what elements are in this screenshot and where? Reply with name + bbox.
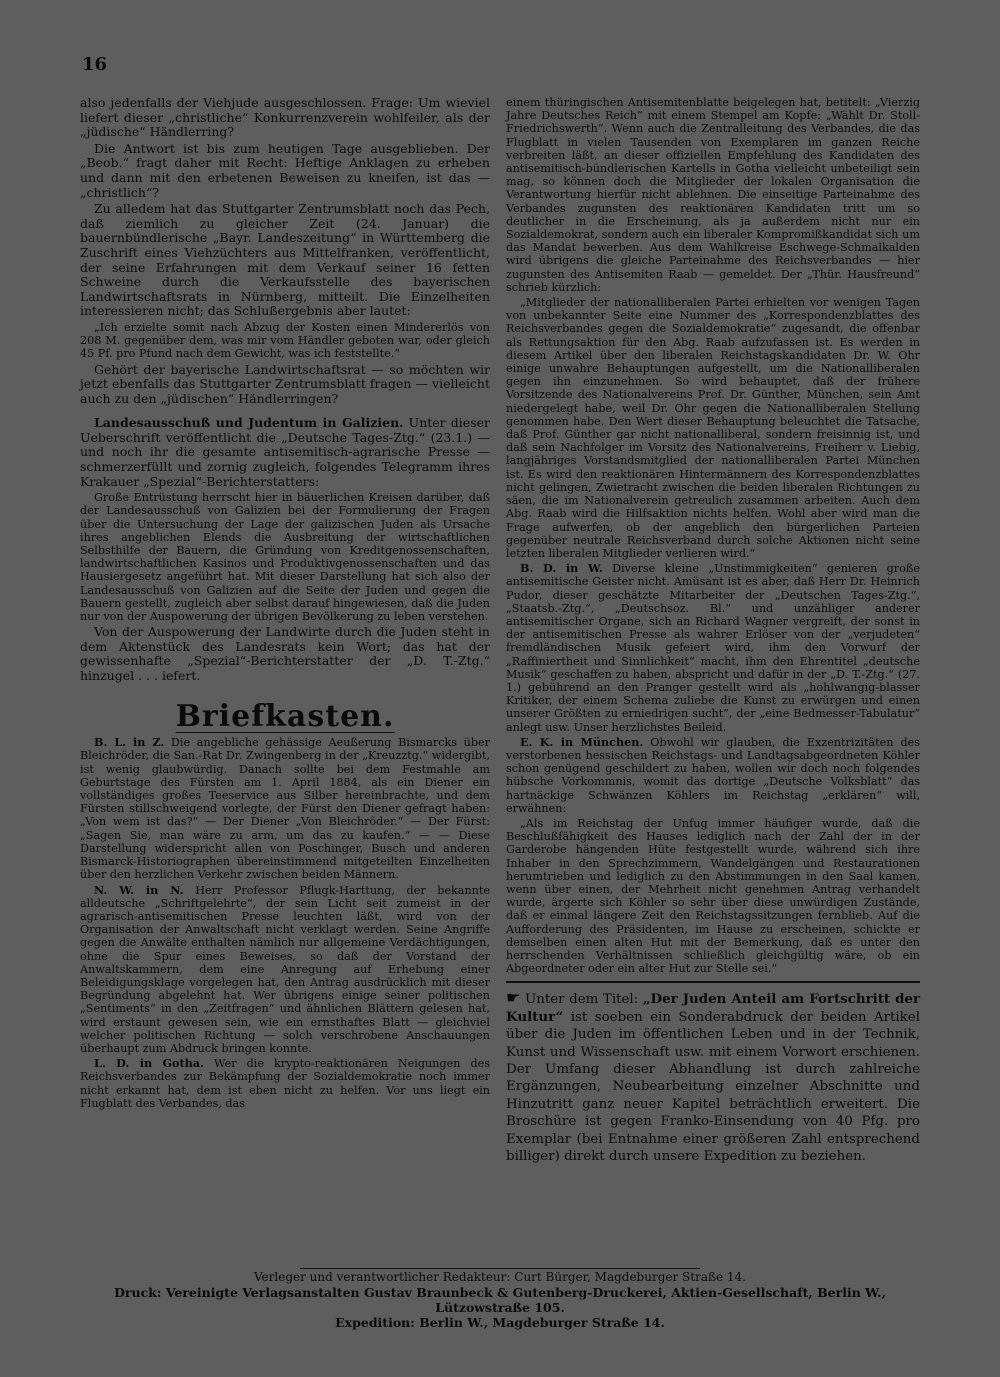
publication-notice — [506, 981, 920, 1165]
paragraph: Gehört der bayerische Landwirtschaftsrat — so möchten wir jetzt ebenfalls das Stuttgarter Zentrumsblatt fragen — vielleicht auch zu den „jüdischen“ Händlerringen? — [80, 361, 490, 406]
imprint-footer — [80, 1270, 920, 1330]
letter-entry — [506, 562, 920, 734]
quote-paragraph: „Ich erzielte somit nach Abzug der Kosten einen Mindererlös von 208 M. gegenüber dem, was mir vom Händler geboten war, oder gleich 45 Pf. pro Pfund nach dem Gewicht, was ich feststellte.“ — [80, 320, 490, 361]
letter-entry — [80, 1057, 490, 1110]
letter-recipient: B. L. in Z. — [94, 735, 165, 750]
imprint-printer: Druck: Vereinigte Verlagsanstalten Gustav Braunbeck & Gutenberg-Druckerei, Aktien-Gesellschaft, Berlin W., Lützowstraße 105. — [114, 1285, 886, 1315]
right-column — [506, 96, 920, 1165]
article-title: Landesausschuß und Judentum in Galizien. — [94, 415, 404, 431]
quote-paragraph: „Als im Reichstag der Unfug immer häufiger wurde, daß die Beschlußfähigkeit des Hauses lediglich nach der Zahl der in der Garderobe hängenden Hüte festgestellt wurde, während sich ihre Inhaber in den Sprechzimmern, Wandelgängen und Restaurationen herumtrieben und lediglich zu den Abstimmungen in den Saal kamen, wenn über einen, der Mehrheit nicht genehmen Antrag verhandelt wurde, ärgerte sich Köhler so sehr über diese unwürdigen Zustände, daß er einmal längere Zeit den Reichstagssitzungen fernblieb. Auf die Aufforderung des Präsidenten, im Hause zu erscheinen, schickte er demselben einen alten Hut mit der Bemerkung, daß es unter den herrschenden Verhältnissen schließlich gleichgültig wäre, ob ein Abgeordneter oder ein alter Hut zur Stelle sei.“ — [506, 816, 920, 976]
letter-entry — [506, 736, 920, 815]
paragraph: Zu alledem hat das Stuttgarter Zentrumsblatt noch das Pech, daß ziemlich zu gleicher Zeit (24. Januar) die bauernbündlerische „Bayr. Landeszeitung“ in Württemberg die Zuschrift eines Viehzüchters aus Mittelfranken, veröffentlicht, der seine Erfahrungen mit dem Verkauf seiner 16 fetten Schweine durch die Verkaufsstelle des bayerischen Landwirtschaftsrats in Nürnberg, mitteilt. Die Einzelheiten interessieren nicht; das Schlußergebnis aber lautet: — [80, 201, 490, 319]
letter-text: Diverse kleine „Unstimmigkeiten“ genieren große antisemitische Geister nicht. Amüsant ist es aber, daß Herr Dr. Heinrich Pudor, dieser geschätzte Mitarbeiter der „Deutschen Tages-Ztg.“, „Staatsb.-Ztg.“, „Deutschsoz. Bl.“ und unzähliger anderer antisemitischer Organe, sich an Richard Wagner vergreift, der sonst in der antisemitischen Presse als wahrer Erlöser von der „verjudeten“ fremdländischen Musik gefeiert wird, ihm den Vorwurf der „Raffiniertheit und Sinnlichkeit“ macht, ihm den Ehrentitel „deutsche Musik“ geschaffen zu haben, abspricht und dafür in der „D. T.-Ztg.“ (27. 1.) gebührend an den Pranger gestellt wird als „hohlwangig-blasser Kritiker, der einem Schema zuliebe die Kunst zu erwürgen und einen unserer Größten zu erniedrigen sucht“, der „eine Bedmesser-Tabulatur“ anlegt usw. Unser herzlichstes Beileid. — [506, 562, 920, 734]
article-text: Unter dieser Ueberschrift veröffentlicht die „Deutsche Tages-Ztg.“ (23.1.) — und noch ihr die gesamte antisemitisch-agrarische Presse — schmerzerfüllt und zornig zugleich, folgendes Telegramm ihres Krakauer „Spezial“-Berichterstatters: — [80, 415, 490, 489]
telegram-paragraph: Große Entrüstung herrscht hier in bäuerlichen Kreisen darüber, daß der Landesausschuß von Galizien bei der Formulierung der Fragen über die Untersuchung der Lage der galizischen Juden als Ursache ihres angeblichen Elends die Ausbreitung der wirtschaftlichen Selbsthilfe der Bauern, die Gründung von Kreditgenossenschaften, landwirtschaftlichen Kasinos und Produktivgenossenschaften und das Hausiergesetz angeführt hat. Mit dieser Darstellung hat sich also der Landesausschuß von Galizien auf die Seite der Juden und gegen die Bauern gestellt, zugleich aber selbst darauf hingewiesen, daß die Juden nur von der Auspowerung der übrigen Bevölkerung zu leben verstehen. — [80, 491, 490, 624]
article-paragraph — [80, 416, 490, 489]
letter-recipient: N. W. in N. — [94, 882, 184, 897]
quote-paragraph: „Mitglieder der nationalliberalen Partei erhielten vor wenigen Tagen von unbekannter Seite eine Nummer des „Korrespondenzblattes des Reichsverbandes gegen die Sozialdemokratie“ zugesandt, die offenbar als Rettungsaktion für den Abg. Raab aufzufassen ist. Es werden in diesem Artikel über den liberalen Reichstagskandidaten Dr. W. Ohr einige unwahre Behauptungen aufgestellt, um die Nationalliberalen gegen ihn einzunehmen. So wird behauptet, daß der frühere Vorsitzende des Nationalvereins Prof. Dr. Günther, München, sein Amt niedergelegt habe, weil Dr. Ohr gegen die Nationalliberalen Stellung genommen habe. Den Wert dieser Behauptung beleuchtet die Tatsache, daß Prof. Günther gar nicht nationalliberal, sondern freisinnig ist, und daß sein Nachfolger im Vorsitz des Nationalvereins, Freiherr v. Liebig, langjähriges Vorstandsmitglied der nationalliberalen Partei München ist. Es wird den reaktionären Hintermännern des Korrespondenzblattes nicht gelingen, Zwietracht zwischen die beiden liberalen Richtungen zu säen, die im Nationalverein getreulich zusammen arbeiten. Auch dem Abg. Raab wird die Hilfsaktion nichts helfen. Wohl aber wird man die Frage aufwerfen, ob der angeblich den bürgerlichen Parteien gegenüber neutrale Reichsverband durch solche Aktionen nicht seine letzten liberalen Mitglieder verlieren wird.“ — [506, 296, 920, 560]
paragraph: Die Antwort ist bis zum heutigen Tage ausgeblieben. Der „Beob.“ fragt daher mit Recht: Heftige Anklagen zu erheben und dann mit den erbetenen Beweisen zu kneifen, ist das — „christlich“? — [80, 140, 490, 200]
paragraph: Von der Auspowerung der Landwirte durch die Juden steht in dem Aktenstück des Landesrats kein Wort; das hat der gewissenhafte „Spezial“-Berichterstatter der „D. T.-Ztg.“ hinzugel . . . iefert. — [80, 624, 490, 684]
paragraph: also jedenfalls der Viehjude ausgeschlossen. Frage: Um wieviel liefert dieser „christliche“ Konkurrenzverein wohlfeiler, als der „jüdische“ Händlerring? — [80, 95, 490, 140]
notice-title: „Der Juden Anteil am Fortschritt der Kultur“ — [506, 991, 921, 1025]
letter-text: Herr Professor Pflugk-Harttung, der bekannte alldeutsche „Schriftgelehrte“, der sein Licht seit zumeist in der agrarisch-antisemitischen Presse leuchten läßt, wird von der Organisation der Anwaltschaft nicht verklagt werden. Seine Angriffe gegen die Anwälte enthalten nämlich nur allgemeine Verdächtigungen, ohne die Spur eines Beweises, so daß der Vorstand der Anwaltskammern, dem eine Anregung auf Erhebung einer Beleidigungsklage vorgelegen hat, den Antrag ausdrücklich mit dieser Begründung abgelehnt hat. Wer übrigens einige seiner politischen „Sentiments“ in den „Zeitfragen“ und ähnlichen Blättern gelesen hat, wird erstaunt gewesen sein, wie ein ernsthaftes Blatt — gleichviel welcher politischen Richtung — solch verschrobene Anschauungen überhaupt zum Abdruck bringen konnte. — [80, 883, 491, 1055]
page-number: 16 — [82, 54, 108, 75]
letter-text: Obwohl wir glauben, die Exzentrizitäten des verstorbenen hessischen Reichstags- und Landtagsabgeordneten Köhler schon genügend geschildert zu haben, wollen wir doch noch folgendes hübsche Vorkommnis, womit das dortige „Deutsche Volksblatt“ das hartnäckige Schwänzen Köhlers im Reichstag „erklären“ will, erwähnen: — [506, 735, 920, 815]
letter-recipient: B. D. in W. — [520, 561, 603, 576]
imprint-expedition: Expedition: Berlin W., Magdeburger Straße 14. — [335, 1315, 665, 1330]
letter-recipient: E. K. in München. — [520, 734, 644, 749]
paragraph: einem thüringischen Antisemitenblatte beigelegen hat, betitelt: „Vierzig Jahre Deutsches Reich“ mit einem Stempel am Kopfe: „Wählt Dr. Stoll-Friedrichswerth“. Wenn auch die Zentralleitung des Verbandes, die das Flugblatt in vielen Tausenden von Exemplaren im ganzen Reiche verbreiten läßt, an dieser offiziellen Empfehlung des Kandidaten des antisemitisch-bündlerischen Kartells in Gotha vielleicht unbeteiligt sein mag, so können doch die Mitglieder der lokalen Organisation die Verantwortung hierfür nicht ablehnen. Die einseitige Parteinahme des Verbandes zugunsten des reaktionären Kandidaten tritt um so deutlicher in die Erscheinung, als ja außerdem nicht nur ein Sozialdemokrat, sondern auch ein liberaler Kompromißkandidat sich um das Mandat bewerben. Aus dem Wahlkreise Eschwege-Schmalkalden wird übrigens die gleiche Parteinahme des Reichsverbandes — hier zugunsten des Antisemiten Raab — gemeldet. Der „Thür. Hausfreund“ schrieb kürzlich: — [506, 96, 920, 294]
letter-text: Die angebliche gehässige Aeußerung Bismarcks über Bleichröder, die San.-Rat Dr. Zwingenberg in der „Kreuzztg.“ widergibt, ist wenig glaubwürdig. Danach sollte bei dem Festmahle am Geburtstage des Fürsten am 1. April 1884, als ein Diener ein vollständiges großes Teeservice aus Silber hereinbrachte, und dem Fürsten stillschweigend vorlegte, der Fürst den Diener gefragt haben: „Von wem ist das?“ — Der Diener „Von Bleichröder.“ — Der Fürst: „Sagen Sie, man wäre zu arm, um das zu kaufen.“ — — Diese Darstellung widerspricht allen von Poschinger, Busch und anderen Bismarck-Historiographen übereinstimmend mitgeteilten Einzelheiten über den herzlichen Verkehr zwischen beiden Männern. — [80, 736, 490, 882]
imprint-publisher: Verleger und verantwortlicher Redakteur: Curt Bürger, Magdeburger Straße 14. — [253, 1270, 746, 1284]
briefkasten-heading: Briefkasten. — [175, 698, 395, 734]
footer-divider — [300, 1268, 700, 1269]
pointing-hand-icon: ☛ — [506, 988, 521, 1008]
letter-entry — [80, 736, 490, 881]
letter-text: Wer die krypto-reaktionären Neigungen des Reichsverbandes zur Bekämpfung der Sozialdemokratie noch immer nicht erkannt hat, dem ist eben nicht zu helfen. Vor uns liegt ein Flugblatt des Verbandes, das — [80, 1057, 491, 1110]
letter-entry — [80, 884, 490, 1056]
left-column — [80, 96, 490, 1112]
notice-lead: Unter dem Titel: — [524, 992, 639, 1008]
notice-text: ist soeben ein Sonderabdruck der beiden Artikel über die Juden im öffentlichen Leben und in der Technik, Kunst und Wissenschaft usw. mit einem Vorwort erschienen. Der Umfang dieser Abhandlung ist durch zahlreiche Ergänzungen, Neubearbeitung einzelner Abschnitte und Hinzutritt ganz neuer Kapitel beträchtlich erweitert. Die Broschüre ist gegen Franko-Einsendung von 40 Pfg. pro Exemplar (bei Entnahme einer größeren Zahl entsprechend billiger) direkt durch unsere Expedition zu beziehen. — [506, 1009, 920, 1165]
letter-recipient: L. D. in Gotha. — [94, 1056, 204, 1071]
